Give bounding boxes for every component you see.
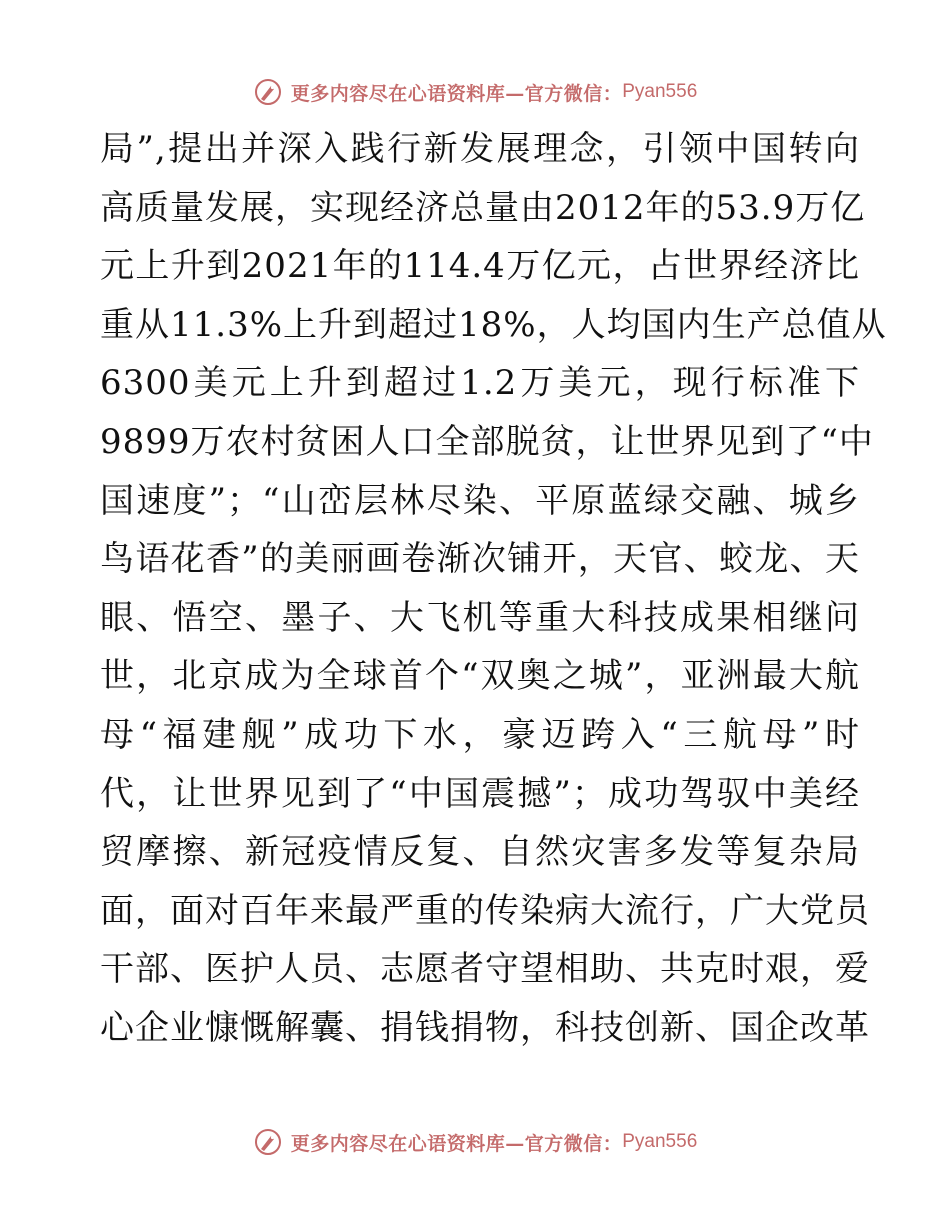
pen-nib-icon: [253, 77, 283, 107]
body-line: 母“福建舰”成功下水，豪迈跨入“三航母”时: [100, 714, 860, 755]
body-line: 9899万农村贫困人口全部脱贫，让世界见到了“中: [100, 421, 874, 462]
body-line: 面，面对百年来最严重的传染病大流行，广大党员: [100, 890, 870, 931]
body-line: 元上升到2021年的114.4万亿元，占世界经济比: [100, 246, 860, 287]
body-line: 6300美元上升到超过1.2万美元，现行标准下: [100, 363, 860, 404]
footer-watermark: [0, 1122, 950, 1162]
body-line: 眼、悟空、墨子、大飞机等重大科技成果相继问: [100, 597, 860, 638]
body-line: 鸟语花香”的美丽画卷渐次铺开，天官、蛟龙、天: [100, 539, 860, 580]
body-line: 高质量发展，实现经济总量由2012年的53.9万亿: [100, 187, 866, 228]
body-line: 世，北京成为全球首个“双奥之城”，亚洲最大航: [100, 656, 860, 697]
watermark-wechat-id: Pyan556: [622, 1131, 698, 1152]
body-line: 局”,提出并深入践行新发展理念，引领中国转向: [100, 129, 860, 169]
header-watermark: [0, 72, 950, 112]
body-line: 代，让世界见到了“中国震撼”；成功驾驭中美经: [100, 773, 860, 814]
watermark-text: 更多内容尽在心语资料库—官方微信：: [290, 1132, 623, 1155]
body-line: 贸摩擦、新冠疫情反复、自然灾害多发等复杂局: [100, 832, 860, 873]
watermark-wechat-id: Pyan556: [622, 81, 698, 102]
body-line: 心企业慷慨解囊、捐钱捐物，科技创新、国企改革: [100, 1007, 870, 1048]
watermark-text: 更多内容尽在心语资料库—官方微信：: [290, 82, 623, 105]
pen-nib-icon: [253, 1127, 283, 1157]
body-line: 国速度”；“山峦层林尽染、平原蓝绿交融、城乡: [100, 480, 860, 521]
document-body: [100, 120, 887, 1058]
body-line: 干部、医护人员、志愿者守望相助、共克时艰，爱: [100, 949, 870, 990]
body-line: 重从11.3%上升到超过18%，人均国内生产总值从: [100, 304, 887, 345]
